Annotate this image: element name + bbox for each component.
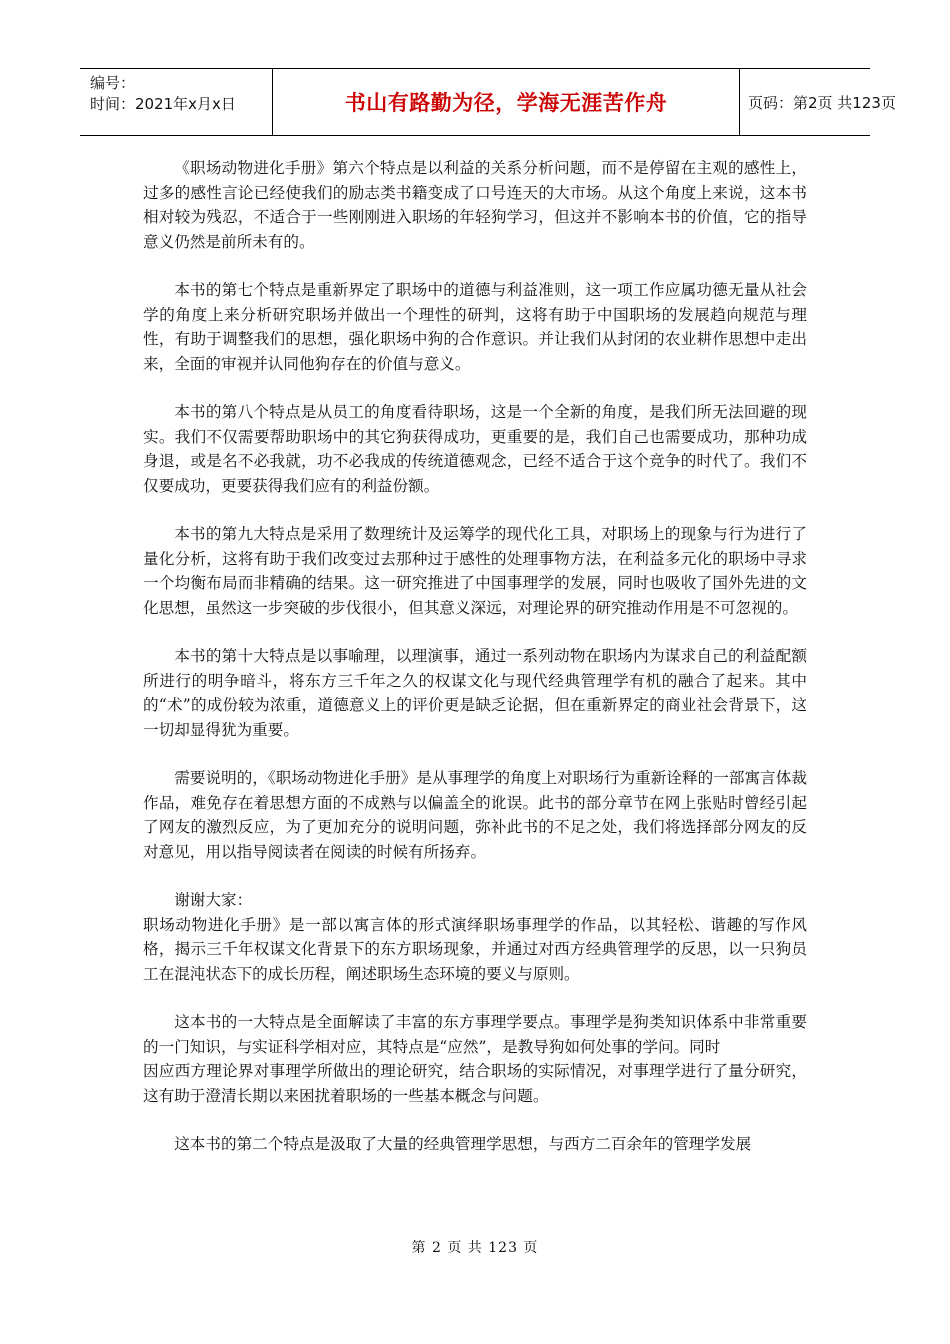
paragraph-thanks: 谢谢大家： (174, 891, 253, 909)
paragraph-feature-1: 这本书的一大特点是全面解读了丰富的东方事理学要点。事理学是狗类知识体系中非常重要的一门知识，与实证科学相对应，其特点是“应然”，是教导狗如何处事的学问。同时 (143, 1013, 807, 1056)
header-number-label: 编号： (90, 74, 136, 92)
header-motto: 书山有路勤为径，学海无涯苦作舟 (344, 91, 668, 115)
header-meta (80, 69, 272, 135)
paragraph-feature-8: 本书的第八个特点是从员工的角度看待职场，这是一个全新的角度，是我们所无法回避的现实。我们不仅需要帮助职场中的其它狗获得成功，更重要的是，我们自己也需要成功，那种功成身退，或是名不必我就，功不必我成的传统道德观念，已经不适合于这个竞争的时代了。我们不仅要成功，更要获得我们应有的利益份额。 (143, 403, 807, 495)
paragraph-feature-9: 本书的第九大特点是采用了数理统计及运筹学的现代化工具，对职场上的现象与行为进行了量化分析，这将有助于我们改变过去那种过于感性的处理事物方法，在利益多元化的职场中寻求一个均衡布局而非精确的结果。这一研究推进了中国事理学的发展，同时也吸收了国外先进的文化思想，虽然这一步突破的步伐很小，但其意义深远，对理论界的研究推动作用是不可忽视的。 (143, 525, 807, 617)
document-header (80, 68, 896, 136)
paragraph-feature-2: 这本书的第二个特点是汲取了大量的经典管理学思想，与西方二百余年的管理学发展 (174, 1135, 752, 1153)
paragraph-feature-10: 本书的第十大特点是以事喻理，以理演事，通过一系列动物在职场内为谋求自己的利益配额所进行的明争暗斗，将东方三千年之久的权谋文化与现代经典管理学有机的融合了起来。其中的“术”的成份较为浓重，道德意义上的评价更是缺乏论据，但在重新界定的商业社会背景下，这一切却显得犹为重要。 (143, 647, 807, 739)
header-time-label: 时间：2021年x月x日 (90, 95, 236, 113)
paragraph-intro: 职场动物进化手册》是一部以寓言体的形式演绎职场事理学的作品，以其轻松、谐趣的写作风格，揭示三千年权谋文化背景下的东方职场现象，并通过对西方经典管理学的反思，以一只狗员工在混沌状态下的成长历程，阐述职场生态环境的要义与原则。 (143, 915, 807, 983)
paragraph-feature-1-cont: 因应西方理论界对事理学所做出的理论研究，结合职场的实际情况，对事理学进行了量分研究，这有助于澄清长期以来困扰着职场的一些基本概念与问题。 (143, 1062, 807, 1105)
document-body (143, 156, 807, 1181)
paragraph-note: 需要说明的，《职场动物进化手册》是从事理学的角度上对职场行为重新诠释的一部寓言体裁作品，难免存在着思想方面的不成熟与以偏盖全的讹误。此书的部分章节在网上张贴时曾经引起了网友的激烈反应，为了更加充分的说明问题，弥补此书的不足之处，我们将选择部分网友的反对意见，用以指导阅读者在阅读的时候有所扬弃。 (143, 769, 807, 861)
paragraph-feature-6: 《职场动物进化手册》第六个特点是以利益的关系分析问题，而不是停留在主观的感性上，过多的感性言论已经使我们的励志类书籍变成了口号连天的大市场。从这个角度上来说，这本书相对较为残忍，不适合于一些刚刚进入职场的年轻狗学习，但这并不影响本书的价值，它的指导意义仍然是前所未有的。 (143, 159, 807, 251)
page-footer: 第 2 页 共 123 页 (411, 1240, 539, 1256)
header-page-label: 页码：第2页 共123页 (748, 93, 896, 112)
paragraph-feature-7: 本书的第七个特点是重新界定了职场中的道德与利益准则，这一项工作应属功德无量从社会学的角度上来分析研究职场并做出一个理性的研判，这将有助于中国职场的发展趋向规范与理性，有助于调整我们的思想，强化职场中狗的合作意识。并让我们从封闭的农业耕作思想中走出来，全面的审视并认同他狗存在的价值与意义。 (143, 281, 807, 373)
